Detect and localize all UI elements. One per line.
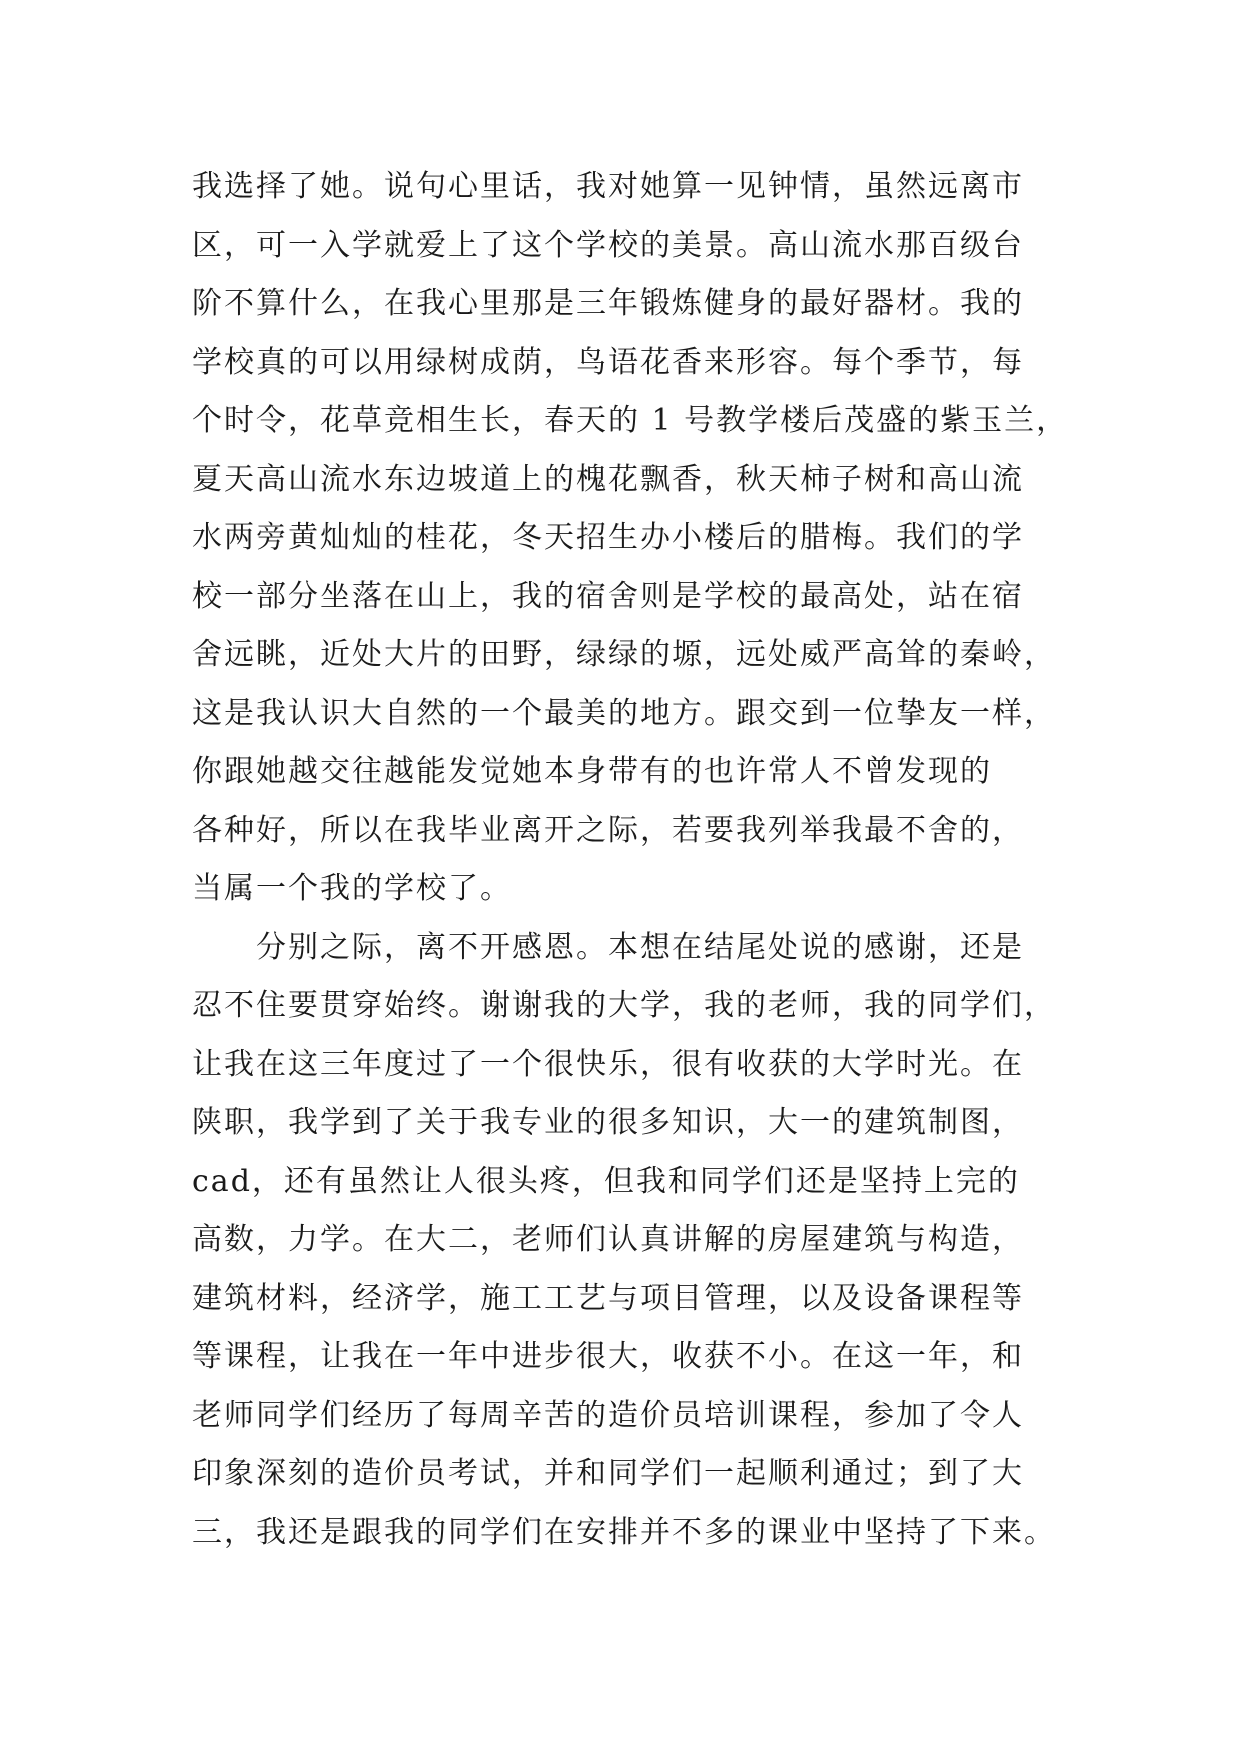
text-line: 学校真的可以用绿树成荫，鸟语花香来形容。每个季节，每 xyxy=(192,344,1024,380)
text-line: 等课程，让我在一年中进步很大，收获不小。在这一年，和 xyxy=(192,1339,1024,1374)
text-line: 高数，力学。在大二，老师们认真讲解的房屋建筑与构造， xyxy=(192,1222,1024,1257)
paragraph-2 xyxy=(192,919,1056,1563)
text-line: 舍远眺，近处大片的田野，绿绿的塬，远处威严高耸的秦岭， xyxy=(192,637,1056,672)
text-line: 个时令，花草竞相生长，春天的 1 号教学楼后茂盛的紫玉兰， xyxy=(192,403,1069,438)
text-line: 区，可一入学就爱上了这个学校的美景。高山流水那百级台 xyxy=(192,227,1024,263)
text-line: 印象深刻的造价员考试，并和同学们一起顺利通过；到了大 xyxy=(192,1456,1024,1491)
text-line: cad，还有虽然让人很头疼，但我和同学们还是坚持上完的 xyxy=(192,1163,1020,1199)
document-body xyxy=(192,158,1069,1562)
text-line: 当属一个我的学校了。 xyxy=(192,871,512,906)
text-line: 水两旁黄灿灿的桂花，冬天招生办小楼后的腊梅。我们的学 xyxy=(192,520,1024,555)
text-line: 三，我还是跟我的同学们在安排并不多的课业中坚持了下来。 xyxy=(192,1514,1056,1550)
text-line: 这是我认识大自然的一个最美的地方。跟交到一位挚友一样， xyxy=(192,695,1056,731)
text-line: 陕职，我学到了关于我专业的很多知识，大一的建筑制图， xyxy=(192,1105,1024,1140)
paragraph-1 xyxy=(192,158,1069,919)
text-line: 让我在这三年度过了一个很快乐，很有收获的大学时光。在 xyxy=(192,1046,1024,1082)
text-line: 我选择了她。说句心里话，我对她算一见钟情，虽然远离市 xyxy=(192,169,1024,204)
text-line: 阶不算什么，在我心里那是三年锻炼健身的最好器材。我的 xyxy=(192,286,1024,321)
text-line: 各种好，所以在我毕业离开之际，若要我列举我最不舍的， xyxy=(192,812,1024,848)
text-line: 忍不住要贯穿始终。谢谢我的大学，我的老师，我的同学们， xyxy=(192,988,1056,1023)
text-line: 建筑材料，经济学，施工工艺与项目管理，以及设备课程等 xyxy=(192,1280,1024,1316)
text-line: 你跟她越交往越能发觉她本身带有的也许常人不曾发现的 xyxy=(192,754,992,789)
text-line-first-indented: 分别之际，离不开感恩。本想在结尾处说的感谢，还是 xyxy=(256,929,1024,965)
text-line: 校一部分坐落在山上，我的宿舍则是学校的最高处，站在宿 xyxy=(192,578,1024,614)
text-line: 夏天高山流水东边坡道上的槐花飘香，秋天柿子树和高山流 xyxy=(192,461,1024,497)
text-line: 老师同学们经历了每周辛苦的造价员培训课程，参加了令人 xyxy=(192,1397,1024,1433)
